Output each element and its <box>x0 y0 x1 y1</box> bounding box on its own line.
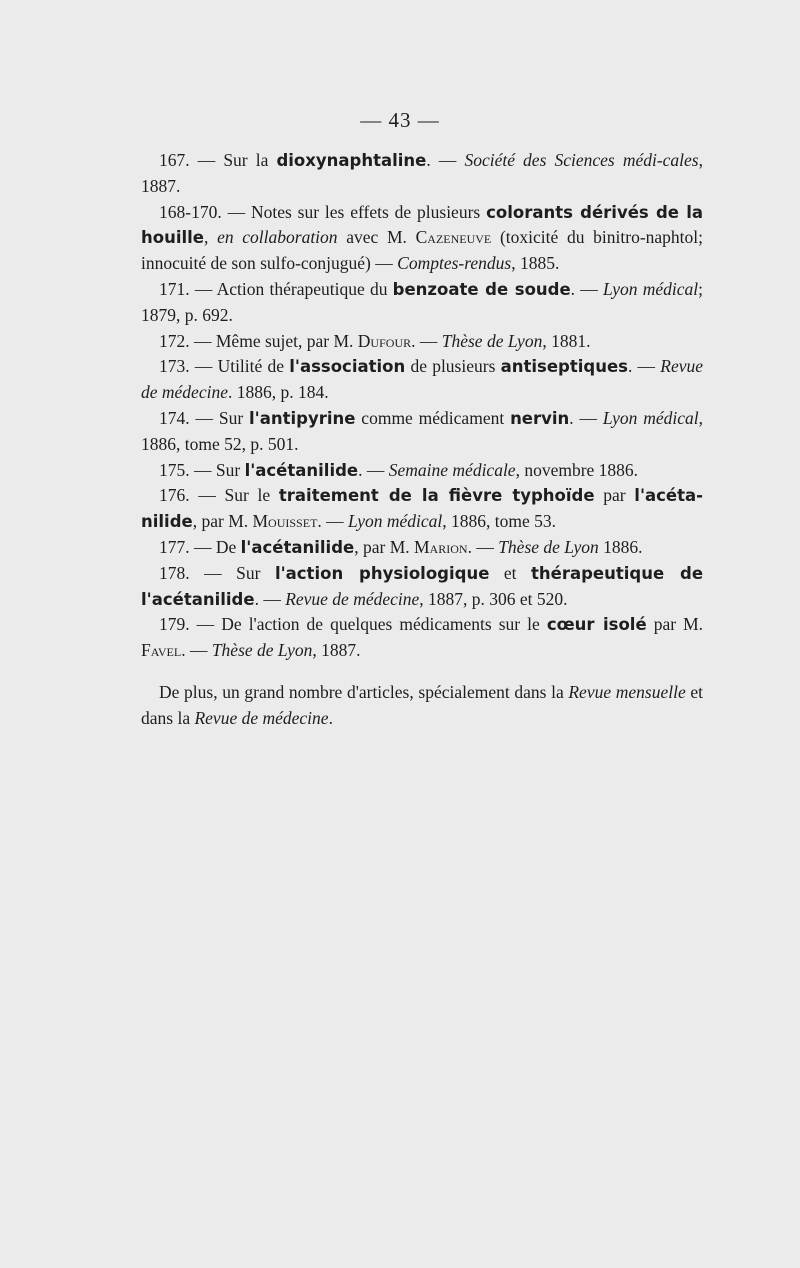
entry-source: Société des Sciences médi-cales <box>464 150 699 170</box>
entry-keyword: l'acétanilide <box>240 537 355 557</box>
entry-172 <box>141 329 703 355</box>
entry-text: . — <box>317 511 349 532</box>
entry-keyword: l'association <box>289 357 406 377</box>
entry-number: 178. — <box>159 562 237 583</box>
entry-keyword: cœur isolé <box>546 615 647 635</box>
entry-number: 168-170. — <box>159 201 251 222</box>
entry-source: Revue de médecine <box>141 356 704 403</box>
entry-number: 175. — <box>159 459 216 480</box>
entry-author: Favel <box>141 640 182 661</box>
entry-168-170 <box>141 200 703 277</box>
entry-number: 176. — <box>159 485 225 506</box>
entry-text: . — <box>254 588 286 609</box>
entry-keyword: benzoate de soude <box>392 279 571 299</box>
entry-text: . — <box>570 278 603 299</box>
entry-text: Même sujet, par M. <box>215 330 358 351</box>
entry-text: . — <box>627 356 661 377</box>
entry-number: 167. — <box>159 150 224 170</box>
entry-text: Notes sur les effets de plusieurs <box>250 201 487 222</box>
entry-text: 1886. <box>598 536 643 557</box>
entry-text: , 1887. <box>141 150 703 196</box>
entry-175 <box>141 458 703 484</box>
entry-text: , 1887, p. 306 et 520. <box>419 588 568 609</box>
entry-176 <box>141 483 703 535</box>
entry-text: Action thérapeutique du <box>216 278 393 299</box>
entry-keyword: thérapeutique de l'acétanilide <box>141 563 704 609</box>
entry-174 <box>141 406 703 458</box>
entry-text: . 1886, p. 184. <box>227 382 329 403</box>
entry-author: Mouisset <box>252 511 318 532</box>
entry-keyword: antiseptiques <box>500 357 628 377</box>
entry-text: , novembre 1886. <box>515 459 639 480</box>
entry-text: , par M. <box>192 511 253 532</box>
entry-keyword: l'antipyrine <box>249 408 356 428</box>
entry-173 <box>141 354 703 406</box>
entry-italic: en collaboration <box>217 227 338 248</box>
entry-text: , <box>204 227 218 248</box>
entry-text: . — <box>426 150 465 170</box>
closing-journal: Revue de médecine <box>194 707 329 728</box>
entry-178 <box>141 561 703 613</box>
entry-source: Lyon médical <box>603 278 699 299</box>
entry-text: , 1887. <box>312 640 361 661</box>
entry-text: comme médicament <box>355 407 511 428</box>
entry-text: Sur <box>236 562 275 583</box>
entry-text: Sur la <box>223 150 277 170</box>
entry-author: Marion <box>414 536 468 557</box>
entry-text: . — <box>181 640 212 661</box>
closing-text: et dans la <box>141 681 703 728</box>
closing-journal: Revue mensuelle <box>568 681 686 702</box>
entry-179 <box>141 612 703 664</box>
entry-source: Comptes-rendus <box>397 253 512 274</box>
entry-text: Sur <box>215 459 245 480</box>
entry-text: . — <box>467 536 499 557</box>
entry-text: De l'action de quelques médicaments sur le <box>221 614 547 635</box>
entry-number: 171. — <box>159 278 217 299</box>
entry-text: , 1881. <box>542 330 591 351</box>
closing-text: . <box>328 707 333 728</box>
page-number: — 43 — <box>360 108 440 132</box>
entry-text: De <box>215 536 241 557</box>
entry-text: . — <box>358 459 389 480</box>
entry-text: avec M. <box>337 227 416 248</box>
entry-text: Sur <box>218 407 250 428</box>
entry-text: . — <box>569 407 603 428</box>
entry-keyword: traitement de la fièvre typhoïde <box>278 486 595 506</box>
entry-text: (toxicité du binitro-naphtol; innocuité de son sulfo-conjugué) — <box>141 227 703 274</box>
entry-text: Utilité de <box>217 356 290 377</box>
entry-source: Semaine médicale <box>388 459 516 480</box>
entry-text: , 1885. <box>511 253 560 274</box>
entry-keyword: l'acéta-nilide <box>141 486 703 532</box>
entry-167 <box>141 148 703 200</box>
closing-paragraph <box>141 680 703 732</box>
entry-number: 173. — <box>159 356 218 377</box>
entry-171 <box>141 277 703 329</box>
entry-number: 179. — <box>159 614 222 635</box>
entry-number: 174. — <box>159 407 219 428</box>
entry-source: Thèse de Lyon <box>211 640 313 661</box>
entry-author: Cazeneuve <box>415 227 492 248</box>
entry-keyword: colorants dérivés de la houille <box>141 202 704 248</box>
entry-text: et <box>489 562 532 583</box>
entry-text: par M. <box>646 614 704 635</box>
entry-keyword: l'action physiologique <box>274 563 490 583</box>
closing-text: De plus, un grand nombre d'articles, spécialement dans la <box>159 681 569 702</box>
entry-text: , par M. <box>354 536 414 557</box>
entry-source: Revue de médecine <box>285 588 420 609</box>
entry-keyword: dioxynaphtaline <box>276 151 427 170</box>
entry-keyword: l'acétanilide <box>244 460 359 480</box>
bibliography-list <box>141 148 703 749</box>
entry-source: Lyon médical <box>348 511 443 532</box>
entry-text: , 1886, tome 53. <box>442 511 557 532</box>
entry-number: 172. — <box>159 330 216 351</box>
entry-177 <box>141 535 703 561</box>
entry-author: Dufour <box>357 330 412 351</box>
entry-number: 177. — <box>159 536 216 557</box>
entry-keyword: nervin <box>510 408 570 428</box>
entry-source: Thèse de Lyon <box>441 330 543 351</box>
entry-text: par <box>594 485 635 506</box>
entry-text: . — <box>411 330 442 351</box>
entry-source: Thèse de Lyon <box>498 536 599 557</box>
entry-source: Lyon médical <box>602 407 699 428</box>
entry-text: , 1886, tome 52, p. 501. <box>141 407 703 454</box>
entry-text: ; 1879, p. 692. <box>141 278 703 325</box>
entry-text: de plusieurs <box>405 356 501 377</box>
entry-text: Sur le <box>224 485 279 506</box>
